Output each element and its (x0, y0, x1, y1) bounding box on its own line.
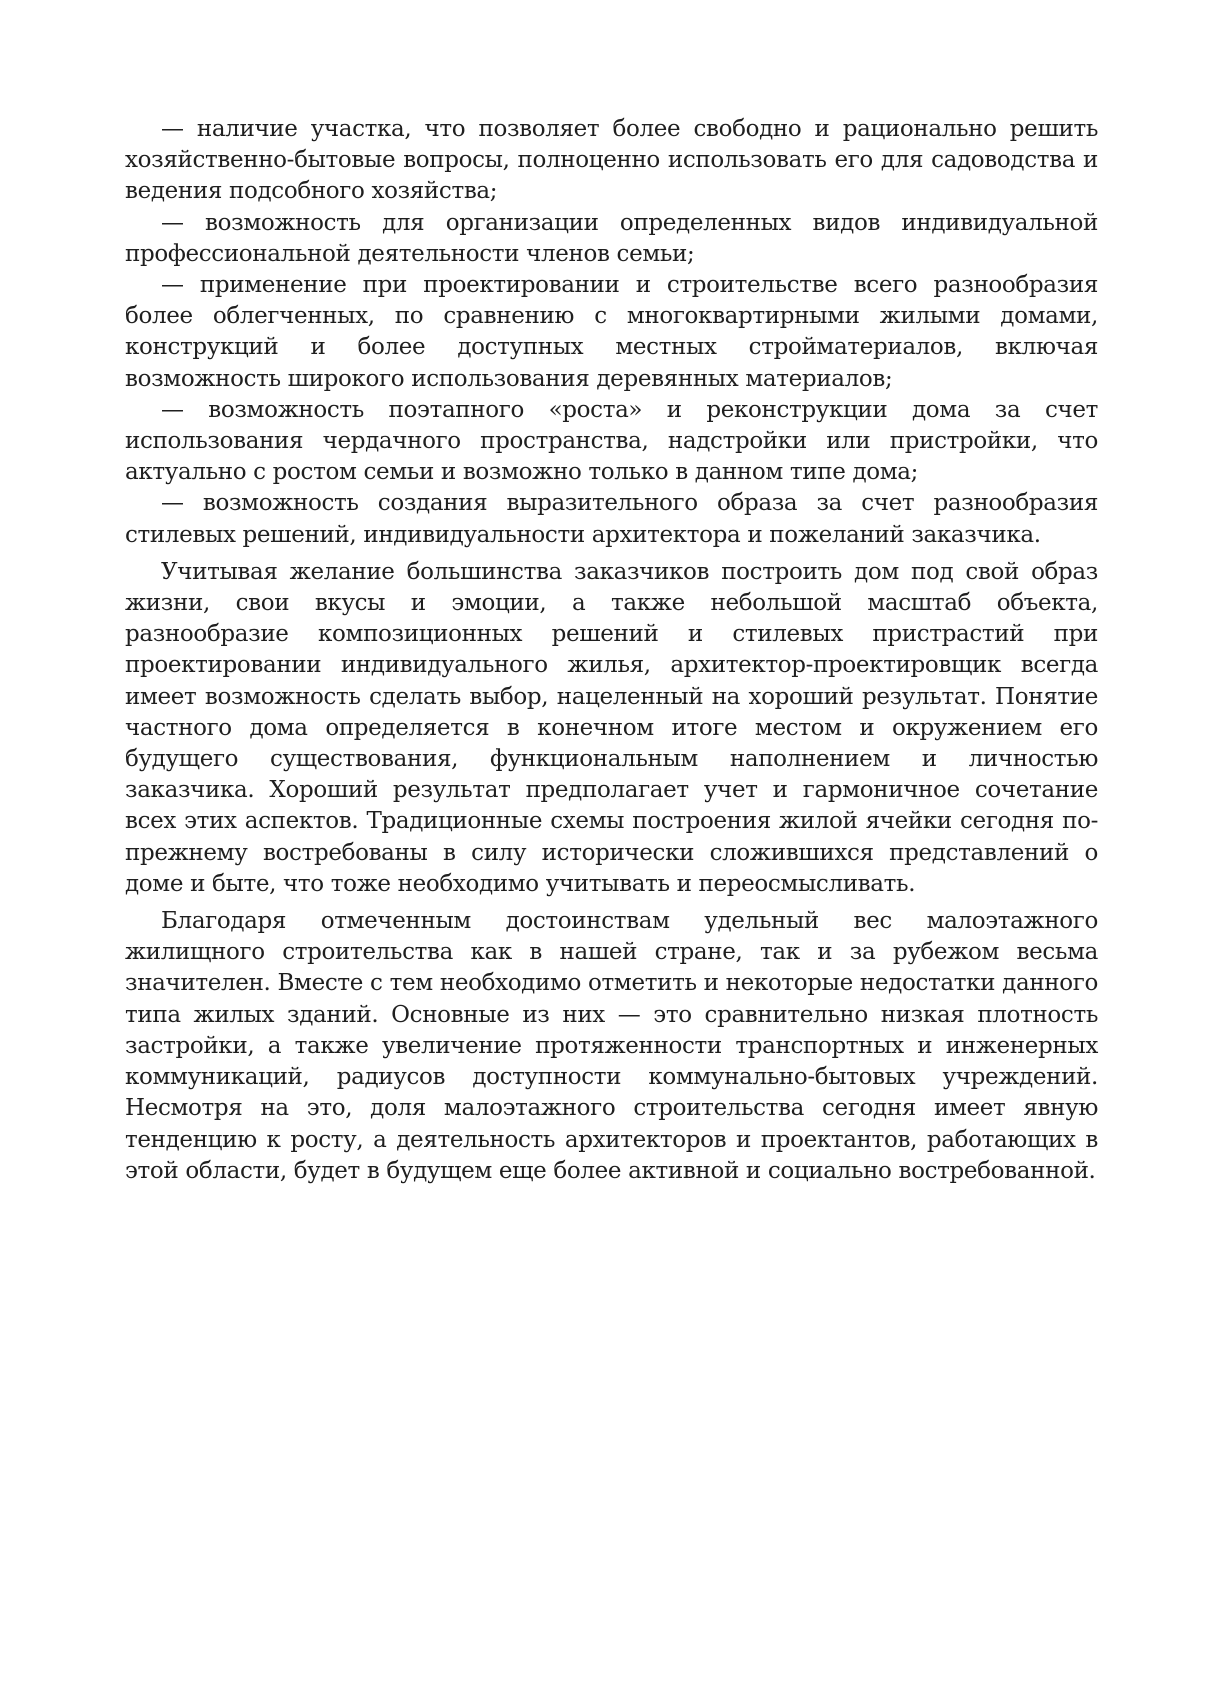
list-item-professional-activity: — возможность для организации определенных видов индивидуальной профессиональной деятельности членов семьи; (125, 209, 1098, 267)
list-item-plot: — наличие участка, что позволяет более свободно и рационально решить хозяйственно-бытовые вопросы, полноценно использовать его для садоводства и ведения подсобного хозяйства; (125, 116, 1098, 205)
list-item-reconstruction: — возможность поэтапного «роста» и реконструкции дома за счет использования чердачного пространства, надстройки или пристройки, что актуально с ростом семьи и возможно только в данном типе дома; (125, 396, 1098, 486)
body-text (125, 114, 1098, 1187)
paragraph-advantages-drawbacks: Благодаря отмеченным достоинствам удельный вес малоэтажного жилищного строительства как в нашей стране, так и за рубежом весьма значителен. Вместе с тем необходимо отметить и некоторые недостатки данного типа жилых зданий. Основные из них — это сравнительно низкая плотность застройки, а также увеличение протяженности транспортных и инженерных коммуникаций, радиусов доступности коммунально-бытовых учреждений. Несмотря на это, доля малоэтажного строительства сегодня имеет явную тенденцию к росту, а деятельность архитекторов и проектантов, работающих в этой области, будет в будущем еще более активной и социально востребованной. (125, 908, 1098, 1184)
paragraph-customer-wishes: Учитывая желание большинства заказчиков построить дом под свой образ жизни, свои вкусы и эмоции, а также небольшой масштаб объекта, разнообразие композиционных решений и стилевых пристрастий при проектировании индивидуального жилья, архитектор-проектировщик всегда имеет возможность сделать выбор, нацеленный на хороший результат. Понятие частного дома определяется в конечном итоге местом и окружением его будущего существования, функциональным наполнением и личностью заказчика. Хороший результат предполагает учет и гармоничное сочетание всех этих аспектов. Традиционные схемы построения жилой ячейки сегодня по-прежнему востребованы в силу исторически сложившихся представлений о доме и быте, что тоже необходимо учитывать и переосмысливать. (125, 558, 1098, 897)
list-item-expressive-image: — возможность создания выразительного образа за счет разнообразия стилевых решений, индивидуальности архитектора и пожеланий заказчика. (125, 490, 1098, 548)
list-item-construction-materials: — применение при проектировании и строительстве всего разнообразия более облегченных, по сравнению с многоквартирными жилыми домами, конструкций и более доступных местных стройматериалов, включая возможность широкого использования деревянных материалов; (125, 272, 1098, 392)
